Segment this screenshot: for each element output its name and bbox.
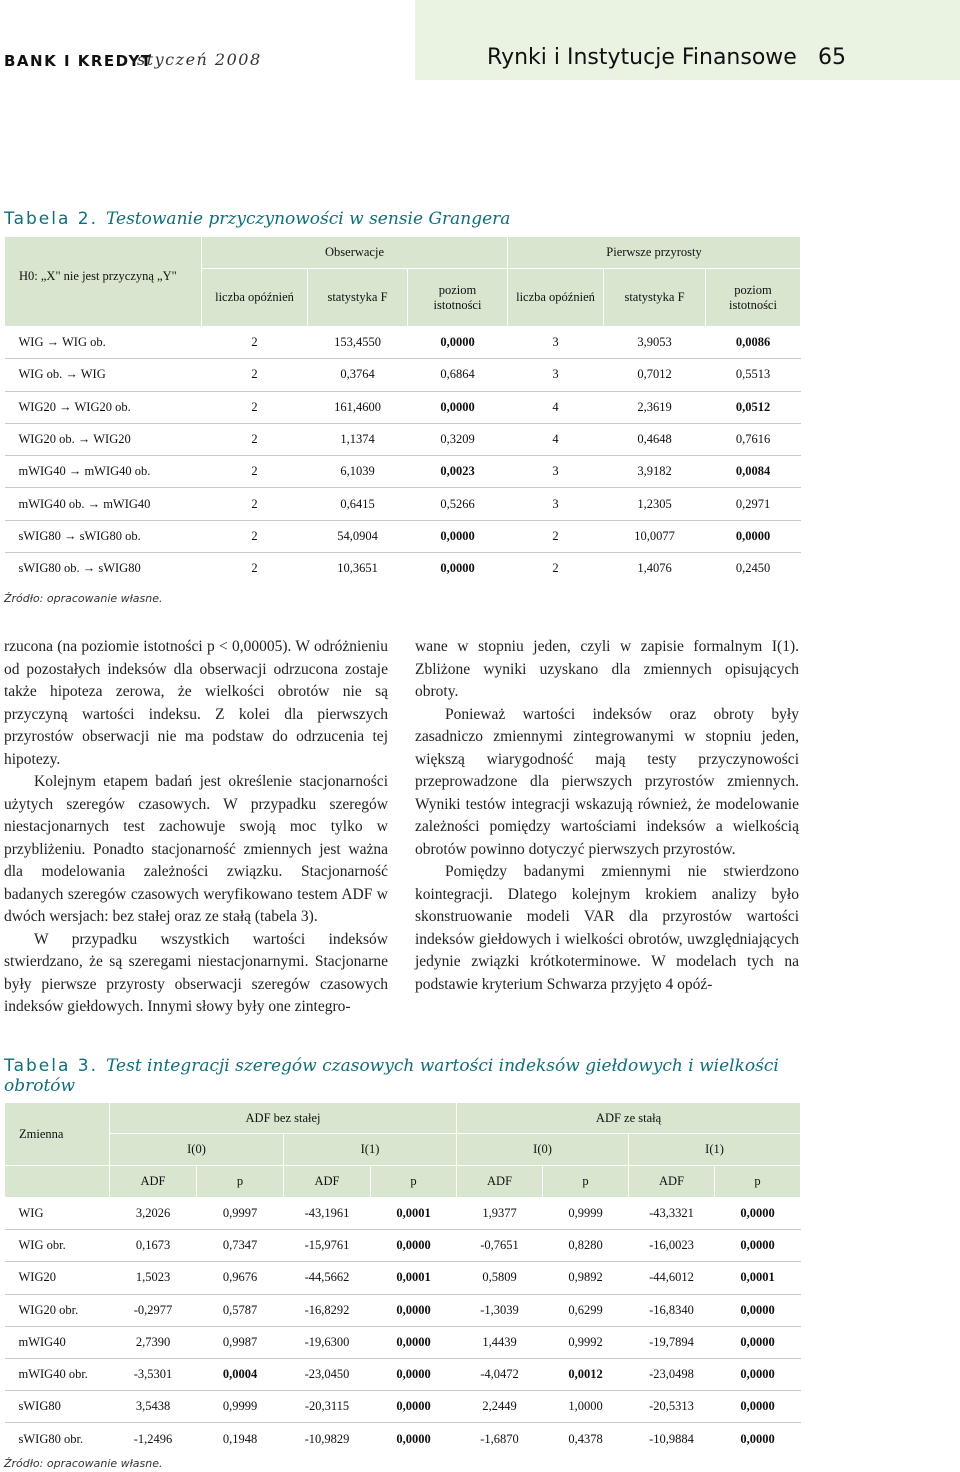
table-row <box>5 1198 801 1230</box>
table-cell: 0,3209 <box>440 432 475 447</box>
table-cell: 0,9997 <box>222 1206 258 1221</box>
table-cell: -0,2977 <box>133 1302 173 1317</box>
table-cell: 2 <box>251 464 258 479</box>
table-cell: -1,2496 <box>133 1431 173 1446</box>
variable-cell: mWIG40 <box>18 1334 66 1349</box>
table-cell: 0,0000 <box>735 528 771 543</box>
table2-source: Źródło: opracowanie własne. <box>4 592 163 605</box>
table-row <box>5 553 801 585</box>
header-adf-const: ADF ze stałą <box>457 1103 801 1134</box>
table-cell: 3,5438 <box>135 1399 171 1414</box>
table-cell: 0,5513 <box>735 367 771 382</box>
table-cell: 0,6864 <box>440 367 475 382</box>
table-cell: 2 <box>251 528 258 543</box>
table-row <box>5 1262 801 1294</box>
table-cell: 0,0000 <box>740 1399 775 1414</box>
table2-title: Testowanie przyczynowości w sensie Grangera <box>106 209 511 229</box>
page-number: 65 <box>818 45 846 70</box>
table-cell: 3,2026 <box>135 1206 171 1221</box>
col-p-2: poziom istotności <box>706 269 801 327</box>
table-cell: -44,5662 <box>304 1270 350 1285</box>
header-adf-no-const: ADF bez stałej <box>110 1103 457 1134</box>
table-cell: 3 <box>552 496 559 511</box>
header-observations: Obserwacje <box>202 237 508 269</box>
table-row <box>5 1423 801 1455</box>
table-cell: -16,0023 <box>649 1238 694 1253</box>
hypothesis-cell: WIG20 ob. → WIG20 <box>18 432 131 447</box>
paragraph: wane w stopniu jeden, czyli w zapisie formalnym I(1). Zbliżone wyniki uzyskano dla zmiennych opisujących obroty. <box>415 638 799 700</box>
col-p-1: poziom istotności <box>408 269 508 327</box>
table-cell: 0,0000 <box>396 1431 431 1446</box>
h0-header: H0: „X" nie jest przyczyną „Y" <box>5 237 202 327</box>
table-cell: 0,0000 <box>740 1302 775 1317</box>
variable-cell: WIG20 obr. <box>18 1302 79 1317</box>
variable-cell: WIG obr. <box>18 1238 66 1253</box>
table-cell: 0,0023 <box>440 464 475 479</box>
table-cell: 2 <box>552 561 559 576</box>
table-cell: 10,3651 <box>337 561 378 576</box>
table-row <box>5 520 801 552</box>
text-column-right <box>415 636 799 996</box>
table-cell: 0,0000 <box>740 1238 775 1253</box>
page-header <box>0 0 960 80</box>
table-cell: 0,7012 <box>637 367 672 382</box>
table-cell: 0,0000 <box>740 1367 775 1382</box>
table-cell: 0,0084 <box>735 464 771 479</box>
table-cell: 0,0000 <box>396 1399 431 1414</box>
header-adf: ADF <box>284 1166 371 1198</box>
table-cell: 0,5787 <box>222 1302 258 1317</box>
variable-cell: mWIG40 obr. <box>18 1367 88 1382</box>
table-cell: 1,9377 <box>482 1206 517 1221</box>
table-cell: 2 <box>251 367 258 382</box>
paragraph: Pomiędzy badanymi zmiennymi nie stwierdzono kointegracji. Dlatego kolejnym krokiem analizy było skonstruowanie modeli VAR dla przyrostów wartości indeksów giełdowych i wielkości obrotów, uwzględniających jedynie związki krótkoterminowe. W modelach tych na podstawie kryterium Schwarza przyjęto 4 opóź- <box>415 863 799 993</box>
hypothesis-cell: mWIG40 → mWIG40 ob. <box>18 464 151 479</box>
table-cell: -16,8340 <box>649 1302 694 1317</box>
table-cell: 0,0086 <box>735 335 771 350</box>
table-cell: 0,0012 <box>568 1367 603 1382</box>
hypothesis-cell: WIG → WIG ob. <box>18 335 106 350</box>
table-cell: 1,0000 <box>568 1399 603 1414</box>
col-lags-2: liczba opóźnień <box>508 269 604 327</box>
table-cell: 4 <box>552 432 559 447</box>
adf-table-body <box>5 1198 801 1456</box>
table-row <box>5 327 801 359</box>
header-adf: ADF <box>110 1166 197 1198</box>
variable-cell: sWIG80 <box>18 1399 61 1414</box>
paragraph: Kolejnym etapem badań jest określenie stacjonarności użytych szeregów czasowych. W przypadku szeregów niestacjonarnych test zachowuje swoją moc tylko w przybliżeniu. Ponadto stacjonarność zmiennych jest ważna dla modelowania zależności związku. Stacjonarność badanych szeregów czasowych weryfikowano testem ADF w dwóch wersjach: bez stałej oraz ze stałą (tabela 3). <box>4 773 388 925</box>
hypothesis-cell: WIG ob. → WIG <box>18 367 106 382</box>
table-row <box>5 1230 801 1262</box>
table-cell: 6,1039 <box>340 464 375 479</box>
table-row <box>5 1358 801 1390</box>
col-f-1: statystyka F <box>308 269 408 327</box>
table-cell: -43,3321 <box>649 1206 694 1221</box>
header-i1: I(1) <box>629 1134 801 1166</box>
table-cell: 0,0000 <box>440 561 475 576</box>
table-cell: 0,0000 <box>440 399 475 414</box>
paragraph: W przypadku wszystkich wartości indeksów stwierdzano, że są szeregami niestacjonarnymi. Stacjonarne były pierwsze przyrosty obserwacji szeregów czasowych indeksów giełdowych. Innymi słowy były one zintegro- <box>4 930 388 1015</box>
table-cell: 0,2450 <box>735 561 771 576</box>
header-first-differences: Pierwsze przyrosty <box>508 237 801 269</box>
table-cell: 1,4076 <box>637 561 672 576</box>
table-cell: -19,7894 <box>649 1334 694 1349</box>
adf-table <box>4 1102 801 1455</box>
table-cell: 2,2449 <box>482 1399 517 1414</box>
table-cell: 4 <box>552 399 559 414</box>
table-cell: 2 <box>251 432 258 447</box>
header-blank <box>5 1166 110 1198</box>
table-cell: -20,5313 <box>649 1399 694 1414</box>
table-cell: -44,6012 <box>649 1270 694 1285</box>
table-cell: 0,9892 <box>568 1270 603 1285</box>
table-cell: 3,9053 <box>637 335 672 350</box>
table-cell: 0,0001 <box>396 1206 431 1221</box>
table-cell: 0,9999 <box>222 1399 258 1414</box>
table-cell: 0,4648 <box>637 432 672 447</box>
hypothesis-cell: mWIG40 ob. → mWIG40 <box>18 496 151 511</box>
table-row <box>5 391 801 423</box>
table-cell: -0,7651 <box>480 1238 519 1253</box>
table-cell: -1,6870 <box>480 1431 519 1446</box>
header-p: p <box>197 1166 284 1198</box>
table-cell: 3,9182 <box>637 464 672 479</box>
table-cell: 0,8280 <box>568 1238 603 1253</box>
col-variable: Zmienna <box>5 1103 110 1166</box>
table-cell: -1,3039 <box>480 1302 519 1317</box>
variable-cell: sWIG80 obr. <box>18 1431 84 1446</box>
table-cell: 0,7347 <box>222 1238 258 1253</box>
table-cell: 0,0000 <box>440 528 475 543</box>
table-cell: 0,0000 <box>740 1206 775 1221</box>
table-cell: 2,3619 <box>637 399 672 414</box>
table-cell: 2 <box>251 335 258 350</box>
table-cell: 0,0001 <box>396 1270 431 1285</box>
table-cell: 1,5023 <box>135 1270 171 1285</box>
table-row <box>5 456 801 488</box>
table-cell: 0,9999 <box>568 1206 603 1221</box>
journal-name: BANK I KREDYT <box>4 52 153 70</box>
table3-source: Źródło: opracowanie własne. <box>4 1457 163 1470</box>
table-row <box>5 359 801 391</box>
header-p: p <box>371 1166 457 1198</box>
table-cell: 0,0000 <box>396 1238 431 1253</box>
table-cell: 0,6415 <box>340 496 375 511</box>
table-cell: -10,9829 <box>304 1431 350 1446</box>
hypothesis-cell: WIG20 → WIG20 ob. <box>18 399 131 414</box>
table-cell: 54,0904 <box>337 528 378 543</box>
table-cell: 0,6299 <box>568 1302 603 1317</box>
table-cell: 3 <box>552 464 559 479</box>
table-cell: 0,9987 <box>222 1334 258 1349</box>
section-title: Rynki i Instytucje Finansowe <box>487 45 797 70</box>
granger-table <box>4 236 801 585</box>
table-cell: 0,9676 <box>222 1270 258 1285</box>
table-cell: -23,0450 <box>304 1367 350 1382</box>
paragraph: Ponieważ wartości indeksów oraz obroty były zasadniczo zmiennymi zintegrowanymi w stopniu jeden, większą wiarygodność mają testy przyczynowości przeprowadzone dla pierwszych przyrostów zmiennych. Wyniki testów integracji wskazują również, że modelowanie zależności pomiędzy wartościami indeksów a wielkością obrotów powinno dotyczyć pierwszych przyrostów. <box>415 705 799 858</box>
text-column-left <box>4 636 388 1019</box>
table-cell: 0,5809 <box>482 1270 517 1285</box>
header-adf: ADF <box>629 1166 715 1198</box>
table-cell: 0,0000 <box>396 1367 431 1382</box>
table-cell: 0,0000 <box>396 1334 431 1349</box>
table2-caption <box>4 209 510 229</box>
table-cell: 0,3764 <box>340 367 375 382</box>
col-f-2: statystyka F <box>604 269 706 327</box>
table3-label: Tabela 3. <box>4 1056 99 1076</box>
table-row <box>5 1391 801 1423</box>
table-cell: 2 <box>552 528 559 543</box>
table-cell: 0,5266 <box>440 496 475 511</box>
table-cell: -10,9884 <box>649 1431 694 1446</box>
table-row <box>5 1294 801 1326</box>
table-row <box>5 423 801 455</box>
table-cell: 0,0004 <box>222 1367 258 1382</box>
table-cell: 0,9992 <box>568 1334 603 1349</box>
table-cell: -3,5301 <box>133 1367 173 1382</box>
table2-label: Tabela 2. <box>4 209 99 229</box>
hypothesis-cell: sWIG80 → sWIG80 ob. <box>18 528 141 543</box>
table-cell: 153,4550 <box>334 335 381 350</box>
table-cell: 161,4600 <box>334 399 381 414</box>
table-cell: 0,0000 <box>440 335 475 350</box>
table-cell: 0,1673 <box>135 1238 171 1253</box>
table-cell: 10,0077 <box>634 528 675 543</box>
table3-caption <box>4 1056 804 1096</box>
table-cell: -19,6300 <box>304 1334 350 1349</box>
table3-title: Test integracji szeregów czasowych wartości indeksów giełdowych i wielkości obrotów <box>4 1056 779 1096</box>
table-cell: 0,0000 <box>396 1302 431 1317</box>
table-cell: 3 <box>552 367 559 382</box>
table-cell: 0,0001 <box>740 1270 775 1285</box>
table-cell: 0,7616 <box>735 432 771 447</box>
issue-date: styczeń 2008 <box>137 50 262 69</box>
table-cell: 2,7390 <box>135 1334 171 1349</box>
header-p: p <box>715 1166 801 1198</box>
table-cell: 0,0000 <box>740 1334 775 1349</box>
table-row <box>5 1326 801 1358</box>
table-row <box>5 488 801 520</box>
table-cell: 2 <box>251 496 258 511</box>
table-cell: -4,0472 <box>480 1367 519 1382</box>
table-cell: 0,0000 <box>740 1431 775 1446</box>
header-i1: I(1) <box>284 1134 457 1166</box>
table-cell: -20,3115 <box>304 1399 350 1414</box>
table-cell: 2 <box>251 561 258 576</box>
col-lags-1: liczba opóźnień <box>202 269 308 327</box>
table-cell: 2 <box>251 399 258 414</box>
header-i0: I(0) <box>110 1134 284 1166</box>
table-cell: -43,1961 <box>304 1206 350 1221</box>
table-cell: 1,2305 <box>637 496 672 511</box>
table-cell: 1,1374 <box>340 432 375 447</box>
variable-cell: WIG20 <box>18 1270 56 1285</box>
table-cell: 0,2971 <box>735 496 771 511</box>
table-cell: 0,0512 <box>735 399 771 414</box>
header-p: p <box>543 1166 629 1198</box>
header-i0: I(0) <box>457 1134 629 1166</box>
table-cell: 3 <box>552 335 559 350</box>
table-cell: 1,4439 <box>482 1334 517 1349</box>
table-cell: 0,1948 <box>222 1431 258 1446</box>
header-adf: ADF <box>457 1166 543 1198</box>
variable-cell: WIG <box>18 1206 44 1221</box>
table-cell: 0,4378 <box>568 1431 603 1446</box>
hypothesis-cell: sWIG80 ob. → sWIG80 <box>18 561 141 576</box>
paragraph: rzucona (na poziomie istotności p < 0,00005). W odróżnieniu od pozostałych indeksów dla obserwacji odrzucona zostaje także hipoteza zerowa, że wielkości obrotów nie są przyczyną wartości indeksu. Z kolei dla pierwszych przyrostów obserwacji nie ma podstaw do odrzucenia tej hipotezy. <box>4 638 388 768</box>
table-cell: -23,0498 <box>649 1367 694 1382</box>
granger-table-body <box>5 327 801 585</box>
table-cell: -16,8292 <box>304 1302 350 1317</box>
table-cell: -15,9761 <box>304 1238 350 1253</box>
